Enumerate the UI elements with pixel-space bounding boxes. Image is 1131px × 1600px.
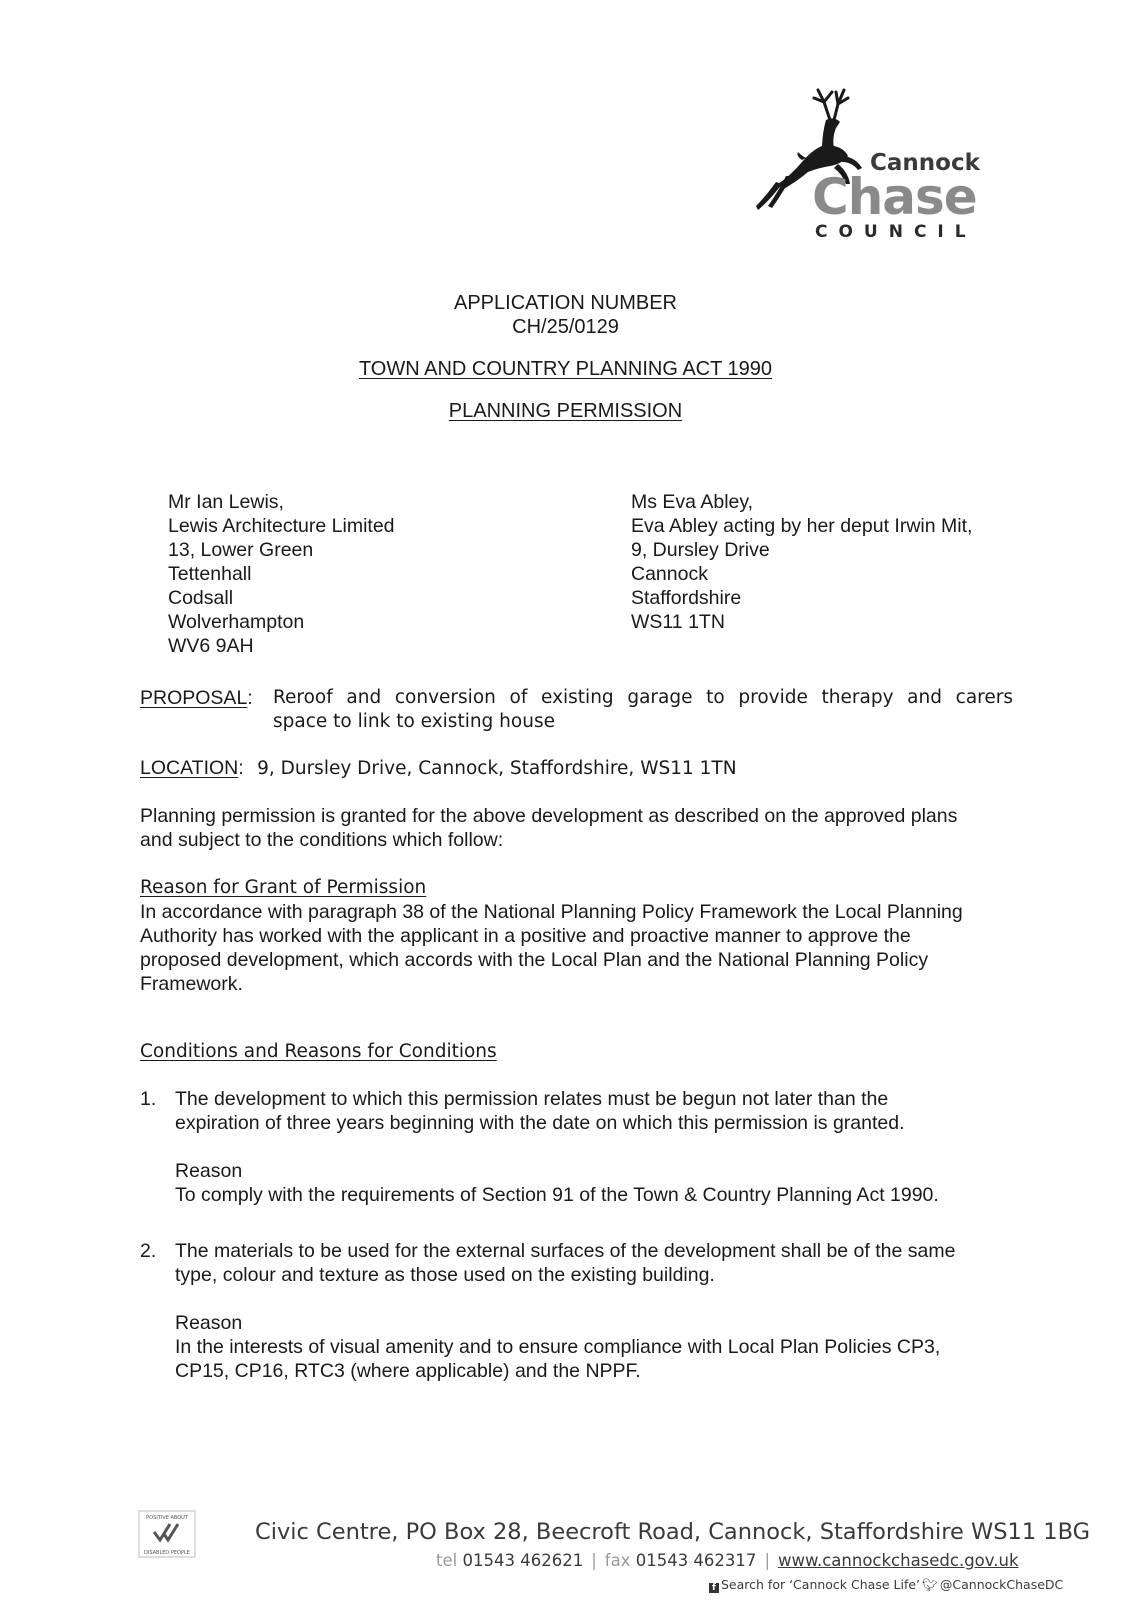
badge-bottom-text: DISABLED PEOPLE [144, 1550, 190, 1556]
agent-address [168, 490, 395, 658]
separator: | [591, 1551, 597, 1570]
condition-number: 1. [140, 1088, 157, 1110]
separator: | [764, 1551, 770, 1570]
act-title: TOWN AND COUNTRY PLANNING ACT 1990 [358, 358, 773, 380]
tel-label: tel [436, 1551, 458, 1570]
address-line: Wolverhampton [168, 611, 305, 633]
text-line: Planning permission is granted for the above development as described on the approved plans [140, 805, 958, 827]
footer-contact [436, 1551, 1019, 1570]
text-line: proposed development, which accords with the Local Plan and the National Planning Policy [140, 949, 929, 971]
address-line: Tettenhall [168, 563, 252, 585]
address-line: Ms Eva Abley, [631, 491, 754, 513]
proposal-row: PROPOSAL: [140, 687, 253, 709]
proposal-line-1: Reroof and conversion of existing garage to provide therapy and carers [273, 687, 1013, 708]
address-line: Lewis Architecture Limited [168, 515, 395, 537]
badge-top-text: POSITIVE ABOUT [146, 1515, 188, 1521]
facebook-icon: f [709, 1583, 719, 1593]
address-line: WS11 1TN [631, 611, 725, 633]
location-label: LOCATION [140, 757, 239, 779]
location-text: 9, Dursley Drive, Cannock, Staffordshire, WS11 1TN [257, 758, 737, 779]
text-line: Framework. [140, 973, 243, 995]
reason-label: Reason [175, 1312, 243, 1334]
logo-cannock-text: Cannock [870, 150, 980, 176]
proposal-label: PROPOSAL [140, 687, 248, 709]
fax-label: fax [604, 1551, 631, 1570]
text-line: The development to which this permission relates must be begun not later than the [175, 1088, 889, 1110]
reason-for-grant-heading: Reason for Grant of Permission [140, 877, 427, 898]
reason-for-grant [140, 875, 1020, 996]
address-line: 9, Dursley Drive [631, 539, 770, 561]
text-line: In the interests of visual amenity and to ensure compliance with Local Plan Policies CP3, [175, 1336, 941, 1358]
address-line: Staffordshire [631, 587, 742, 609]
facebook-text: Search for ‘Cannock Chase Life’ [721, 1577, 921, 1592]
text-line: In accordance with paragraph 38 of the National Planning Policy Framework the Local Planning [140, 901, 963, 923]
condition-1 [175, 1087, 1025, 1207]
logo-council-text: COUNCIL [815, 222, 977, 242]
text-line: To comply with the requirements of Section 91 of the Town & Country Planning Act 1990. [175, 1184, 939, 1206]
positive-about-disabled-people-badge-icon [138, 1510, 196, 1558]
reason-label: Reason [175, 1160, 243, 1182]
text-line: expiration of three years beginning with the date on which this permission is granted. [175, 1112, 905, 1134]
twitter-handle: @CannockChaseDC [939, 1577, 1064, 1592]
fax-number: 01543 462317 [635, 1551, 757, 1570]
tel-number: 01543 462621 [462, 1551, 584, 1570]
text-line: The materials to be used for the external surfaces of the development shall be of the same [175, 1240, 956, 1262]
location-row: LOCATION: 9, Dursley Drive, Cannock, Staffordshire, WS11 1TN [140, 757, 737, 779]
footer-social [709, 1577, 1063, 1593]
logo-chase-text: Chase [812, 168, 977, 226]
address-line: Codsall [168, 587, 234, 609]
text-line: CP15, CP16, RTC3 (where applicable) and the NPPF. [175, 1360, 641, 1382]
website-link[interactable]: www.cannockchasedc.gov.uk [778, 1551, 1019, 1570]
condition-2 [175, 1239, 1025, 1383]
grant-intro [140, 804, 1020, 852]
text-line: Authority has worked with the applicant in a positive and proactive manner to approve the [140, 925, 911, 947]
conditions-heading: Conditions and Reasons for Conditions [140, 1041, 497, 1062]
twitter-icon: 🐦︎ [922, 1577, 938, 1592]
address-line: Eva Abley acting by her deput Irwin Mit, [631, 515, 973, 537]
application-number-label: APPLICATION NUMBER [454, 292, 677, 314]
address-line: Cannock [631, 563, 708, 585]
application-number: CH/25/0129 [512, 316, 619, 338]
text-line: and subject to the conditions which follow: [140, 829, 504, 851]
text-line: type, colour and texture as those used on the existing building. [175, 1264, 715, 1286]
proposal-line-2: space to link to existing house [273, 711, 555, 732]
decision-title: PLANNING PERMISSION [448, 400, 683, 422]
address-line: 13, Lower Green [168, 539, 314, 561]
condition-number: 2. [140, 1240, 157, 1262]
applicant-address [631, 490, 972, 634]
address-line: WV6 9AH [168, 635, 254, 657]
footer-address: Civic Centre, PO Box 28, Beecroft Road, Cannock, Staffordshire WS11 1BG [255, 1519, 1091, 1545]
address-line: Mr Ian Lewis, [168, 491, 284, 513]
